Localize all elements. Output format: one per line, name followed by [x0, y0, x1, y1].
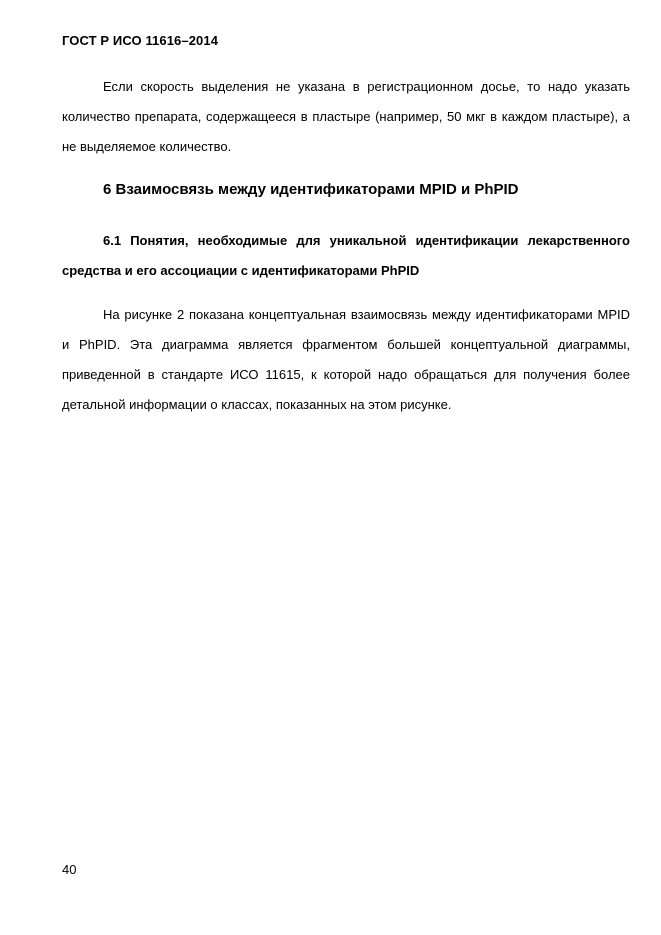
section-heading: 6 Взаимосвязь между идентификаторами MPID и PhPID [103, 181, 519, 198]
body-paragraph: На рисунке 2 показана концептуальная взаимосвязь между идентификаторами MPID и PhPID. Эта диаграмма является фрагментом большей концептуальной диаграммы, приведенной в стандарте ИСО 11615, к которой надо обращаться для получения более детальной информации о классах, показанных на этом рисунке. [62, 307, 630, 412]
page-header-standard-code: ГОСТ Р ИСО 11616–2014 [62, 33, 219, 48]
body-paragraph: Если скорость выделения не указана в регистрационном досье, то надо указать количество препарата, содержащееся в пластыре (например, 50 мкг в каждом пластыре), а не выделяемое количество. [62, 79, 630, 154]
page-number: 40 [62, 862, 77, 877]
subsection-heading: 6.1 Понятия, необходимые для уникальной идентификации лекарственного средства и его ассоциации с идентификаторами PhPID [62, 233, 630, 278]
